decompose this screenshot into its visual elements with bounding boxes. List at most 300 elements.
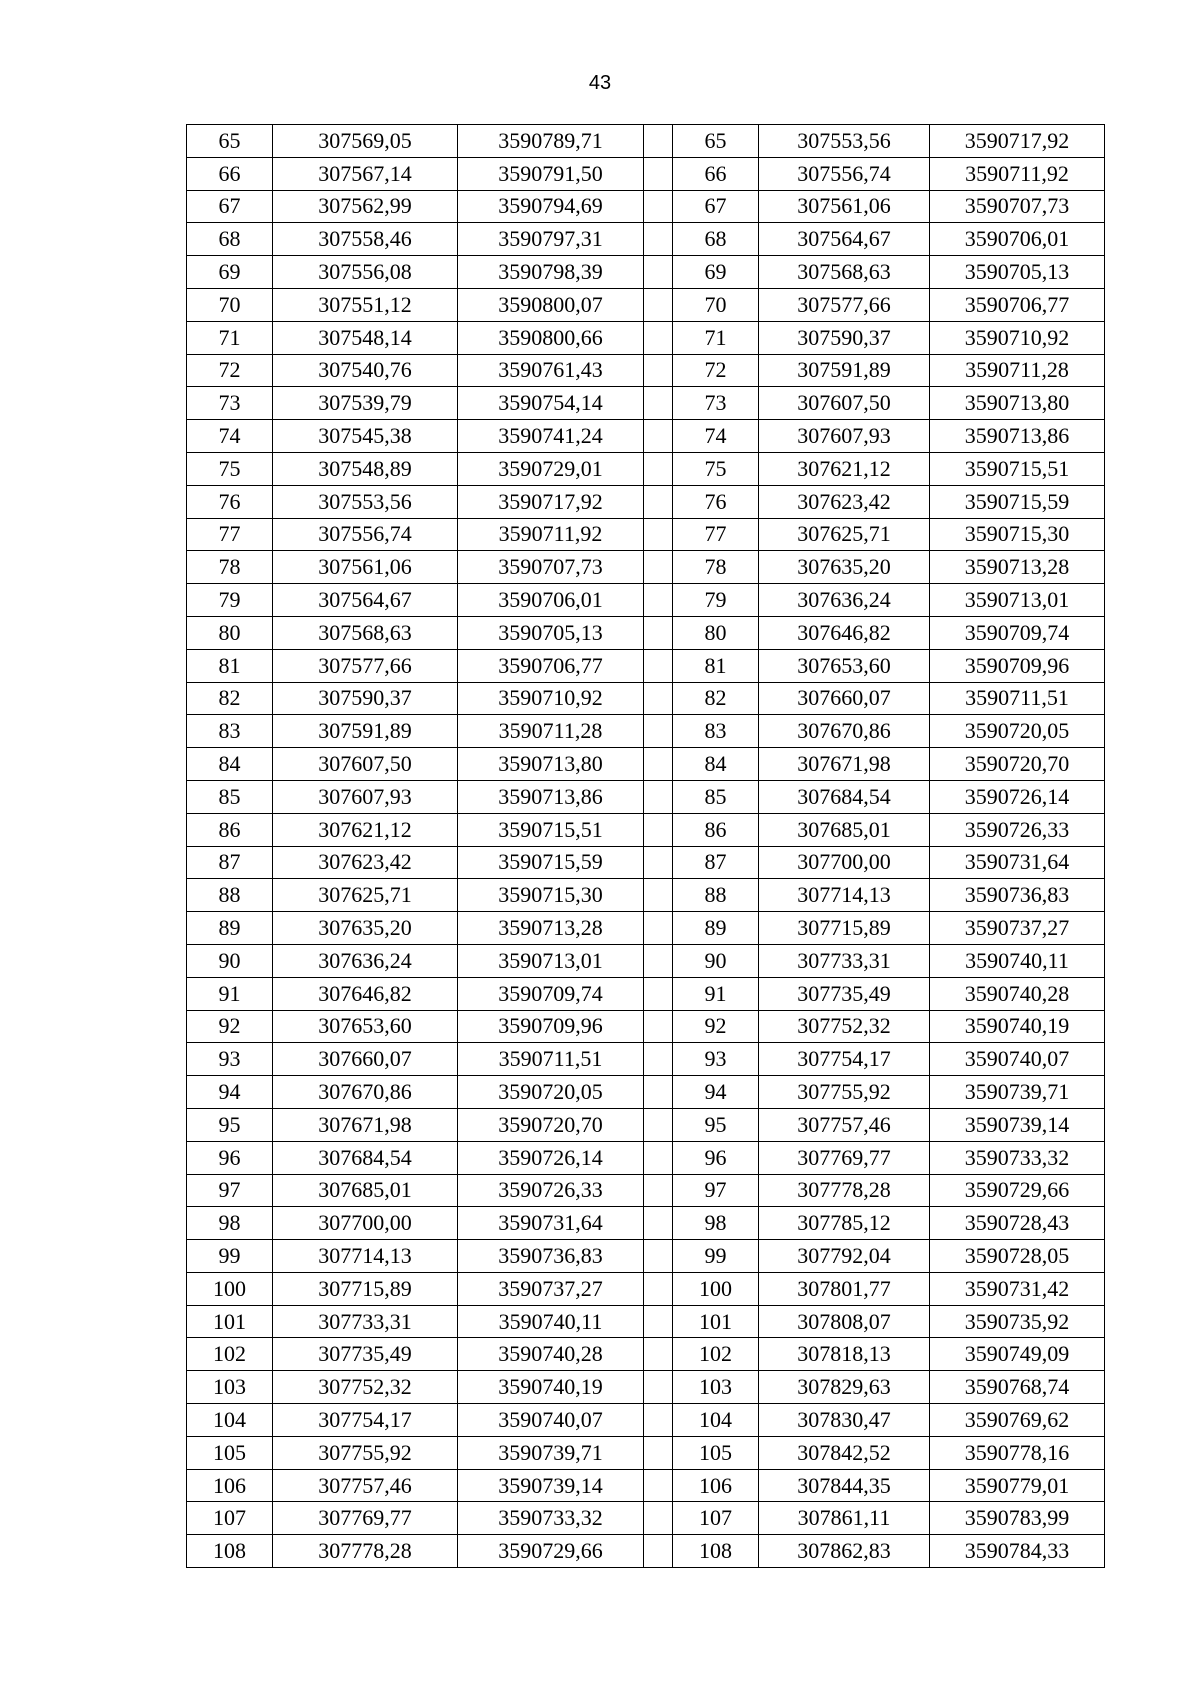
table-row bbox=[187, 1076, 1105, 1109]
table-row bbox=[187, 125, 1105, 158]
separator-cell bbox=[644, 912, 673, 945]
right-point-number-cell: 74 bbox=[673, 420, 759, 453]
left-x-coordinate-cell: 307577,66 bbox=[273, 649, 458, 682]
left-point-number-cell: 78 bbox=[187, 551, 273, 584]
right-y-coordinate-cell: 3590711,28 bbox=[930, 354, 1105, 387]
right-x-coordinate-cell: 307754,17 bbox=[759, 1043, 930, 1076]
separator-cell bbox=[644, 354, 673, 387]
right-x-coordinate-cell: 307769,77 bbox=[759, 1141, 930, 1174]
left-point-number-cell: 81 bbox=[187, 649, 273, 682]
left-x-coordinate-cell: 307714,13 bbox=[273, 1240, 458, 1273]
separator-cell bbox=[644, 780, 673, 813]
right-x-coordinate-cell: 307715,89 bbox=[759, 912, 930, 945]
table-row bbox=[187, 1404, 1105, 1437]
right-x-coordinate-cell: 307577,66 bbox=[759, 288, 930, 321]
left-x-coordinate-cell: 307553,56 bbox=[273, 485, 458, 518]
separator-cell bbox=[644, 1371, 673, 1404]
right-y-coordinate-cell: 3590706,01 bbox=[930, 223, 1105, 256]
table-row bbox=[187, 682, 1105, 715]
right-y-coordinate-cell: 3590731,64 bbox=[930, 846, 1105, 879]
right-y-coordinate-cell: 3590707,73 bbox=[930, 190, 1105, 223]
right-point-number-cell: 70 bbox=[673, 288, 759, 321]
left-y-coordinate-cell: 3590705,13 bbox=[458, 616, 644, 649]
separator-cell bbox=[644, 1338, 673, 1371]
left-x-coordinate-cell: 307636,24 bbox=[273, 944, 458, 977]
separator-cell bbox=[644, 1272, 673, 1305]
right-x-coordinate-cell: 307671,98 bbox=[759, 748, 930, 781]
right-y-coordinate-cell: 3590711,51 bbox=[930, 682, 1105, 715]
right-point-number-cell: 108 bbox=[673, 1535, 759, 1568]
table-row bbox=[187, 616, 1105, 649]
left-point-number-cell: 100 bbox=[187, 1272, 273, 1305]
right-point-number-cell: 72 bbox=[673, 354, 759, 387]
table-row bbox=[187, 846, 1105, 879]
right-x-coordinate-cell: 307607,50 bbox=[759, 387, 930, 420]
right-x-coordinate-cell: 307568,63 bbox=[759, 256, 930, 289]
left-x-coordinate-cell: 307539,79 bbox=[273, 387, 458, 420]
left-y-coordinate-cell: 3590794,69 bbox=[458, 190, 644, 223]
left-point-number-cell: 99 bbox=[187, 1240, 273, 1273]
left-point-number-cell: 69 bbox=[187, 256, 273, 289]
right-x-coordinate-cell: 307700,00 bbox=[759, 846, 930, 879]
right-y-coordinate-cell: 3590739,71 bbox=[930, 1076, 1105, 1109]
left-x-coordinate-cell: 307700,00 bbox=[273, 1207, 458, 1240]
right-point-number-cell: 102 bbox=[673, 1338, 759, 1371]
left-x-coordinate-cell: 307623,42 bbox=[273, 846, 458, 879]
left-point-number-cell: 79 bbox=[187, 584, 273, 617]
table-row bbox=[187, 944, 1105, 977]
left-y-coordinate-cell: 3590720,70 bbox=[458, 1108, 644, 1141]
table-row bbox=[187, 485, 1105, 518]
right-point-number-cell: 86 bbox=[673, 813, 759, 846]
right-x-coordinate-cell: 307635,20 bbox=[759, 551, 930, 584]
left-point-number-cell: 73 bbox=[187, 387, 273, 420]
left-x-coordinate-cell: 307635,20 bbox=[273, 912, 458, 945]
left-point-number-cell: 72 bbox=[187, 354, 273, 387]
separator-cell bbox=[644, 682, 673, 715]
right-point-number-cell: 91 bbox=[673, 977, 759, 1010]
separator-cell bbox=[644, 879, 673, 912]
left-point-number-cell: 105 bbox=[187, 1436, 273, 1469]
left-point-number-cell: 88 bbox=[187, 879, 273, 912]
left-y-coordinate-cell: 3590726,33 bbox=[458, 1174, 644, 1207]
left-x-coordinate-cell: 307769,77 bbox=[273, 1502, 458, 1535]
right-point-number-cell: 71 bbox=[673, 321, 759, 354]
right-x-coordinate-cell: 307621,12 bbox=[759, 452, 930, 485]
right-x-coordinate-cell: 307685,01 bbox=[759, 813, 930, 846]
right-x-coordinate-cell: 307755,92 bbox=[759, 1076, 930, 1109]
right-x-coordinate-cell: 307735,49 bbox=[759, 977, 930, 1010]
table-row bbox=[187, 780, 1105, 813]
left-y-coordinate-cell: 3590715,30 bbox=[458, 879, 644, 912]
left-x-coordinate-cell: 307548,89 bbox=[273, 452, 458, 485]
separator-cell bbox=[644, 1076, 673, 1109]
left-y-coordinate-cell: 3590740,11 bbox=[458, 1305, 644, 1338]
separator-cell bbox=[644, 125, 673, 158]
right-y-coordinate-cell: 3590726,14 bbox=[930, 780, 1105, 813]
left-x-coordinate-cell: 307625,71 bbox=[273, 879, 458, 912]
left-x-coordinate-cell: 307590,37 bbox=[273, 682, 458, 715]
left-y-coordinate-cell: 3590789,71 bbox=[458, 125, 644, 158]
separator-cell bbox=[644, 748, 673, 781]
right-point-number-cell: 106 bbox=[673, 1469, 759, 1502]
right-x-coordinate-cell: 307653,60 bbox=[759, 649, 930, 682]
right-x-coordinate-cell: 307861,11 bbox=[759, 1502, 930, 1535]
separator-cell bbox=[644, 1207, 673, 1240]
right-x-coordinate-cell: 307684,54 bbox=[759, 780, 930, 813]
left-y-coordinate-cell: 3590709,96 bbox=[458, 1010, 644, 1043]
right-point-number-cell: 103 bbox=[673, 1371, 759, 1404]
right-point-number-cell: 94 bbox=[673, 1076, 759, 1109]
right-point-number-cell: 90 bbox=[673, 944, 759, 977]
left-x-coordinate-cell: 307548,14 bbox=[273, 321, 458, 354]
separator-cell bbox=[644, 977, 673, 1010]
right-x-coordinate-cell: 307556,74 bbox=[759, 157, 930, 190]
left-point-number-cell: 102 bbox=[187, 1338, 273, 1371]
right-point-number-cell: 79 bbox=[673, 584, 759, 617]
left-x-coordinate-cell: 307670,86 bbox=[273, 1076, 458, 1109]
right-point-number-cell: 78 bbox=[673, 551, 759, 584]
left-point-number-cell: 107 bbox=[187, 1502, 273, 1535]
right-point-number-cell: 68 bbox=[673, 223, 759, 256]
separator-cell bbox=[644, 715, 673, 748]
right-y-coordinate-cell: 3590713,86 bbox=[930, 420, 1105, 453]
left-point-number-cell: 71 bbox=[187, 321, 273, 354]
separator-cell bbox=[644, 157, 673, 190]
left-point-number-cell: 85 bbox=[187, 780, 273, 813]
separator-cell bbox=[644, 1043, 673, 1076]
left-y-coordinate-cell: 3590717,92 bbox=[458, 485, 644, 518]
left-x-coordinate-cell: 307621,12 bbox=[273, 813, 458, 846]
right-y-coordinate-cell: 3590726,33 bbox=[930, 813, 1105, 846]
left-y-coordinate-cell: 3590713,01 bbox=[458, 944, 644, 977]
right-point-number-cell: 93 bbox=[673, 1043, 759, 1076]
left-x-coordinate-cell: 307569,05 bbox=[273, 125, 458, 158]
table-row bbox=[187, 1141, 1105, 1174]
left-y-coordinate-cell: 3590761,43 bbox=[458, 354, 644, 387]
separator-cell bbox=[644, 649, 673, 682]
right-y-coordinate-cell: 3590728,43 bbox=[930, 1207, 1105, 1240]
separator-cell bbox=[644, 1404, 673, 1437]
right-y-coordinate-cell: 3590735,92 bbox=[930, 1305, 1105, 1338]
right-x-coordinate-cell: 307636,24 bbox=[759, 584, 930, 617]
right-point-number-cell: 76 bbox=[673, 485, 759, 518]
left-x-coordinate-cell: 307660,07 bbox=[273, 1043, 458, 1076]
right-x-coordinate-cell: 307564,67 bbox=[759, 223, 930, 256]
right-x-coordinate-cell: 307818,13 bbox=[759, 1338, 930, 1371]
right-point-number-cell: 69 bbox=[673, 256, 759, 289]
table-row bbox=[187, 977, 1105, 1010]
right-x-coordinate-cell: 307752,32 bbox=[759, 1010, 930, 1043]
separator-cell bbox=[644, 1535, 673, 1568]
right-point-number-cell: 100 bbox=[673, 1272, 759, 1305]
separator-cell bbox=[644, 1436, 673, 1469]
separator-cell bbox=[644, 485, 673, 518]
left-x-coordinate-cell: 307715,89 bbox=[273, 1272, 458, 1305]
left-y-coordinate-cell: 3590713,86 bbox=[458, 780, 644, 813]
right-x-coordinate-cell: 307844,35 bbox=[759, 1469, 930, 1502]
table-row bbox=[187, 1338, 1105, 1371]
left-point-number-cell: 89 bbox=[187, 912, 273, 945]
left-y-coordinate-cell: 3590731,64 bbox=[458, 1207, 644, 1240]
right-point-number-cell: 96 bbox=[673, 1141, 759, 1174]
left-point-number-cell: 106 bbox=[187, 1469, 273, 1502]
right-point-number-cell: 65 bbox=[673, 125, 759, 158]
separator-cell bbox=[644, 551, 673, 584]
left-y-coordinate-cell: 3590798,39 bbox=[458, 256, 644, 289]
right-y-coordinate-cell: 3590729,66 bbox=[930, 1174, 1105, 1207]
left-x-coordinate-cell: 307561,06 bbox=[273, 551, 458, 584]
right-point-number-cell: 92 bbox=[673, 1010, 759, 1043]
left-y-coordinate-cell: 3590739,14 bbox=[458, 1469, 644, 1502]
right-x-coordinate-cell: 307862,83 bbox=[759, 1535, 930, 1568]
left-y-coordinate-cell: 3590713,80 bbox=[458, 748, 644, 781]
table-row bbox=[187, 256, 1105, 289]
right-y-coordinate-cell: 3590740,07 bbox=[930, 1043, 1105, 1076]
left-point-number-cell: 77 bbox=[187, 518, 273, 551]
separator-cell bbox=[644, 420, 673, 453]
left-point-number-cell: 93 bbox=[187, 1043, 273, 1076]
left-y-coordinate-cell: 3590715,59 bbox=[458, 846, 644, 879]
table-row bbox=[187, 649, 1105, 682]
separator-cell bbox=[644, 813, 673, 846]
table-row bbox=[187, 1535, 1105, 1568]
table-row bbox=[187, 420, 1105, 453]
left-point-number-cell: 90 bbox=[187, 944, 273, 977]
right-y-coordinate-cell: 3590783,99 bbox=[930, 1502, 1105, 1535]
left-x-coordinate-cell: 307562,99 bbox=[273, 190, 458, 223]
left-point-number-cell: 65 bbox=[187, 125, 273, 158]
right-y-coordinate-cell: 3590779,01 bbox=[930, 1469, 1105, 1502]
separator-cell bbox=[644, 846, 673, 879]
right-y-coordinate-cell: 3590715,30 bbox=[930, 518, 1105, 551]
left-x-coordinate-cell: 307607,50 bbox=[273, 748, 458, 781]
left-point-number-cell: 103 bbox=[187, 1371, 273, 1404]
table-row bbox=[187, 354, 1105, 387]
left-x-coordinate-cell: 307564,67 bbox=[273, 584, 458, 617]
right-y-coordinate-cell: 3590737,27 bbox=[930, 912, 1105, 945]
left-point-number-cell: 96 bbox=[187, 1141, 273, 1174]
right-y-coordinate-cell: 3590713,01 bbox=[930, 584, 1105, 617]
separator-cell bbox=[644, 1240, 673, 1273]
table-row bbox=[187, 584, 1105, 617]
left-point-number-cell: 104 bbox=[187, 1404, 273, 1437]
coordinates-table-body bbox=[187, 125, 1105, 1568]
table-row bbox=[187, 190, 1105, 223]
left-y-coordinate-cell: 3590711,92 bbox=[458, 518, 644, 551]
left-x-coordinate-cell: 307755,92 bbox=[273, 1436, 458, 1469]
right-y-coordinate-cell: 3590720,70 bbox=[930, 748, 1105, 781]
left-x-coordinate-cell: 307556,08 bbox=[273, 256, 458, 289]
separator-cell bbox=[644, 1305, 673, 1338]
right-point-number-cell: 66 bbox=[673, 157, 759, 190]
right-point-number-cell: 88 bbox=[673, 879, 759, 912]
left-point-number-cell: 74 bbox=[187, 420, 273, 453]
right-point-number-cell: 84 bbox=[673, 748, 759, 781]
separator-cell bbox=[644, 616, 673, 649]
left-point-number-cell: 86 bbox=[187, 813, 273, 846]
right-point-number-cell: 107 bbox=[673, 1502, 759, 1535]
right-point-number-cell: 105 bbox=[673, 1436, 759, 1469]
right-y-coordinate-cell: 3590709,74 bbox=[930, 616, 1105, 649]
right-point-number-cell: 67 bbox=[673, 190, 759, 223]
right-y-coordinate-cell: 3590740,19 bbox=[930, 1010, 1105, 1043]
left-point-number-cell: 92 bbox=[187, 1010, 273, 1043]
left-point-number-cell: 67 bbox=[187, 190, 273, 223]
right-point-number-cell: 80 bbox=[673, 616, 759, 649]
separator-cell bbox=[644, 1502, 673, 1535]
left-x-coordinate-cell: 307733,31 bbox=[273, 1305, 458, 1338]
left-x-coordinate-cell: 307545,38 bbox=[273, 420, 458, 453]
left-y-coordinate-cell: 3590740,07 bbox=[458, 1404, 644, 1437]
left-x-coordinate-cell: 307567,14 bbox=[273, 157, 458, 190]
left-x-coordinate-cell: 307754,17 bbox=[273, 1404, 458, 1437]
left-x-coordinate-cell: 307646,82 bbox=[273, 977, 458, 1010]
right-y-coordinate-cell: 3590769,62 bbox=[930, 1404, 1105, 1437]
right-x-coordinate-cell: 307829,63 bbox=[759, 1371, 930, 1404]
table-row bbox=[187, 321, 1105, 354]
left-y-coordinate-cell: 3590729,66 bbox=[458, 1535, 644, 1568]
table-row bbox=[187, 912, 1105, 945]
table-row bbox=[187, 1502, 1105, 1535]
table-row bbox=[187, 813, 1105, 846]
left-y-coordinate-cell: 3590797,31 bbox=[458, 223, 644, 256]
right-point-number-cell: 101 bbox=[673, 1305, 759, 1338]
right-point-number-cell: 85 bbox=[673, 780, 759, 813]
left-y-coordinate-cell: 3590736,83 bbox=[458, 1240, 644, 1273]
left-y-coordinate-cell: 3590741,24 bbox=[458, 420, 644, 453]
left-x-coordinate-cell: 307556,74 bbox=[273, 518, 458, 551]
table-row bbox=[187, 1174, 1105, 1207]
table-row bbox=[187, 715, 1105, 748]
left-x-coordinate-cell: 307551,12 bbox=[273, 288, 458, 321]
left-y-coordinate-cell: 3590740,28 bbox=[458, 1338, 644, 1371]
separator-cell bbox=[644, 190, 673, 223]
left-y-coordinate-cell: 3590791,50 bbox=[458, 157, 644, 190]
left-x-coordinate-cell: 307607,93 bbox=[273, 780, 458, 813]
table-row bbox=[187, 1240, 1105, 1273]
right-y-coordinate-cell: 3590705,13 bbox=[930, 256, 1105, 289]
left-y-coordinate-cell: 3590713,28 bbox=[458, 912, 644, 945]
left-x-coordinate-cell: 307540,76 bbox=[273, 354, 458, 387]
left-x-coordinate-cell: 307653,60 bbox=[273, 1010, 458, 1043]
left-x-coordinate-cell: 307735,49 bbox=[273, 1338, 458, 1371]
table-row bbox=[187, 288, 1105, 321]
left-x-coordinate-cell: 307568,63 bbox=[273, 616, 458, 649]
right-x-coordinate-cell: 307607,93 bbox=[759, 420, 930, 453]
table-row bbox=[187, 1043, 1105, 1076]
separator-cell bbox=[644, 1469, 673, 1502]
table-row bbox=[187, 518, 1105, 551]
right-x-coordinate-cell: 307733,31 bbox=[759, 944, 930, 977]
right-x-coordinate-cell: 307757,46 bbox=[759, 1108, 930, 1141]
separator-cell bbox=[644, 321, 673, 354]
left-point-number-cell: 84 bbox=[187, 748, 273, 781]
left-x-coordinate-cell: 307778,28 bbox=[273, 1535, 458, 1568]
table-row bbox=[187, 452, 1105, 485]
left-point-number-cell: 83 bbox=[187, 715, 273, 748]
right-y-coordinate-cell: 3590740,28 bbox=[930, 977, 1105, 1010]
left-point-number-cell: 94 bbox=[187, 1076, 273, 1109]
separator-cell bbox=[644, 452, 673, 485]
right-y-coordinate-cell: 3590739,14 bbox=[930, 1108, 1105, 1141]
separator-cell bbox=[644, 387, 673, 420]
left-point-number-cell: 87 bbox=[187, 846, 273, 879]
right-y-coordinate-cell: 3590728,05 bbox=[930, 1240, 1105, 1273]
right-y-coordinate-cell: 3590706,77 bbox=[930, 288, 1105, 321]
left-y-coordinate-cell: 3590706,01 bbox=[458, 584, 644, 617]
right-x-coordinate-cell: 307590,37 bbox=[759, 321, 930, 354]
right-point-number-cell: 81 bbox=[673, 649, 759, 682]
left-point-number-cell: 98 bbox=[187, 1207, 273, 1240]
left-x-coordinate-cell: 307685,01 bbox=[273, 1174, 458, 1207]
left-y-coordinate-cell: 3590800,07 bbox=[458, 288, 644, 321]
page-number: 43 bbox=[588, 72, 612, 94]
left-y-coordinate-cell: 3590800,66 bbox=[458, 321, 644, 354]
left-y-coordinate-cell: 3590754,14 bbox=[458, 387, 644, 420]
table-row bbox=[187, 1207, 1105, 1240]
left-y-coordinate-cell: 3590733,32 bbox=[458, 1502, 644, 1535]
right-x-coordinate-cell: 307830,47 bbox=[759, 1404, 930, 1437]
right-x-coordinate-cell: 307808,07 bbox=[759, 1305, 930, 1338]
left-point-number-cell: 82 bbox=[187, 682, 273, 715]
right-x-coordinate-cell: 307778,28 bbox=[759, 1174, 930, 1207]
left-x-coordinate-cell: 307752,32 bbox=[273, 1371, 458, 1404]
right-x-coordinate-cell: 307714,13 bbox=[759, 879, 930, 912]
right-point-number-cell: 77 bbox=[673, 518, 759, 551]
table-row bbox=[187, 1108, 1105, 1141]
table-row bbox=[187, 1305, 1105, 1338]
right-y-coordinate-cell: 3590710,92 bbox=[930, 321, 1105, 354]
left-point-number-cell: 68 bbox=[187, 223, 273, 256]
left-point-number-cell: 97 bbox=[187, 1174, 273, 1207]
left-point-number-cell: 70 bbox=[187, 288, 273, 321]
right-point-number-cell: 83 bbox=[673, 715, 759, 748]
right-x-coordinate-cell: 307553,56 bbox=[759, 125, 930, 158]
left-point-number-cell: 75 bbox=[187, 452, 273, 485]
right-y-coordinate-cell: 3590740,11 bbox=[930, 944, 1105, 977]
right-y-coordinate-cell: 3590720,05 bbox=[930, 715, 1105, 748]
left-x-coordinate-cell: 307684,54 bbox=[273, 1141, 458, 1174]
right-y-coordinate-cell: 3590711,92 bbox=[930, 157, 1105, 190]
separator-cell bbox=[644, 1108, 673, 1141]
table-row bbox=[187, 223, 1105, 256]
right-y-coordinate-cell: 3590715,59 bbox=[930, 485, 1105, 518]
table-row bbox=[187, 157, 1105, 190]
table-row bbox=[187, 1272, 1105, 1305]
separator-cell bbox=[644, 1010, 673, 1043]
separator-cell bbox=[644, 944, 673, 977]
right-y-coordinate-cell: 3590713,28 bbox=[930, 551, 1105, 584]
left-x-coordinate-cell: 307671,98 bbox=[273, 1108, 458, 1141]
right-x-coordinate-cell: 307561,06 bbox=[759, 190, 930, 223]
left-y-coordinate-cell: 3590711,28 bbox=[458, 715, 644, 748]
left-y-coordinate-cell: 3590720,05 bbox=[458, 1076, 644, 1109]
separator-cell bbox=[644, 1174, 673, 1207]
right-y-coordinate-cell: 3590749,09 bbox=[930, 1338, 1105, 1371]
right-x-coordinate-cell: 307646,82 bbox=[759, 616, 930, 649]
right-x-coordinate-cell: 307660,07 bbox=[759, 682, 930, 715]
right-point-number-cell: 104 bbox=[673, 1404, 759, 1437]
left-point-number-cell: 101 bbox=[187, 1305, 273, 1338]
separator-cell bbox=[644, 288, 673, 321]
right-x-coordinate-cell: 307625,71 bbox=[759, 518, 930, 551]
right-point-number-cell: 82 bbox=[673, 682, 759, 715]
left-x-coordinate-cell: 307757,46 bbox=[273, 1469, 458, 1502]
left-x-coordinate-cell: 307591,89 bbox=[273, 715, 458, 748]
left-point-number-cell: 108 bbox=[187, 1535, 273, 1568]
table-row bbox=[187, 1010, 1105, 1043]
